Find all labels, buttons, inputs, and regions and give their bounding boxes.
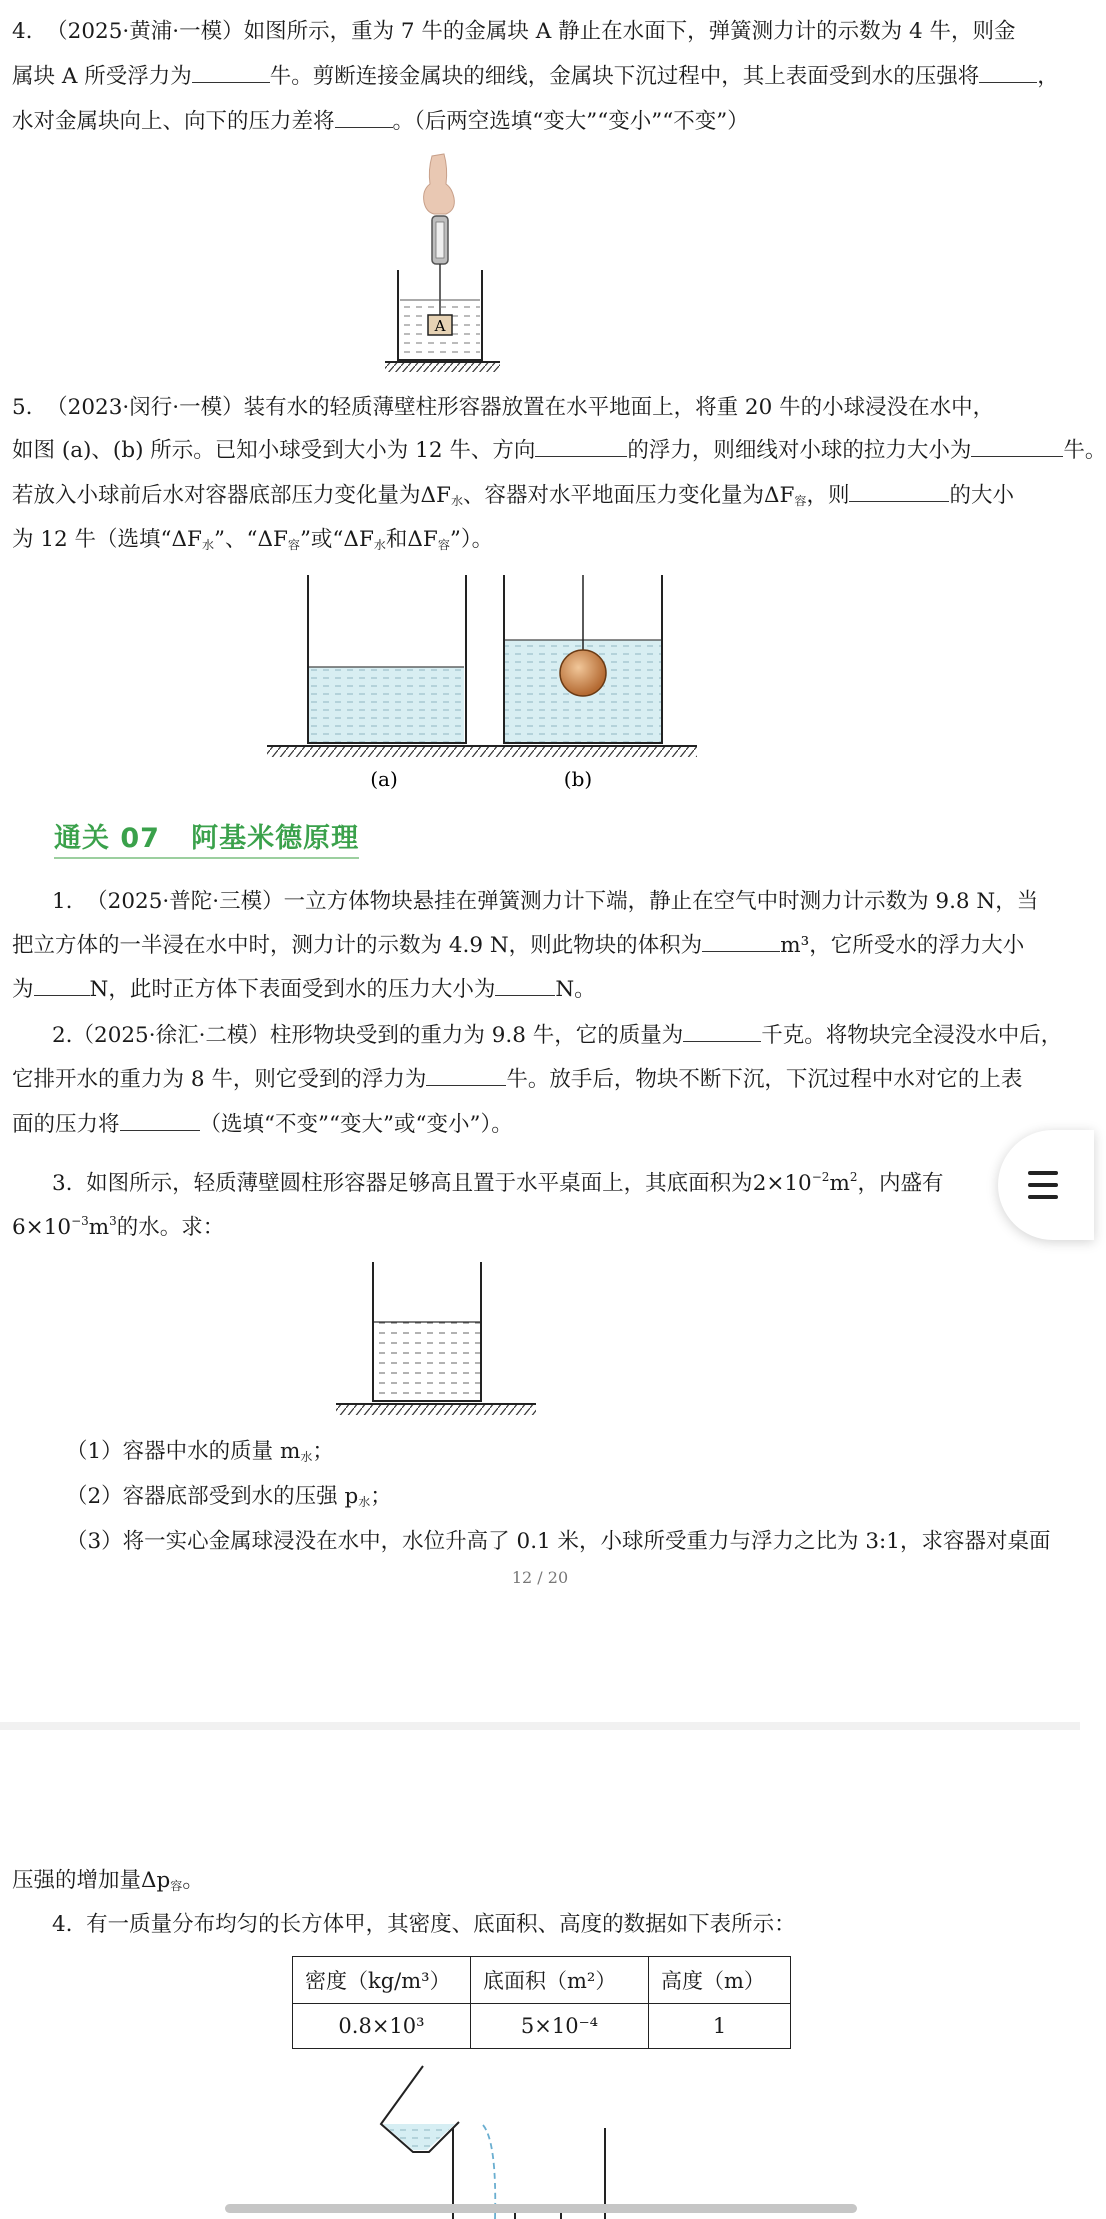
s3-text: 3. 如图所示，轻质薄壁圆柱形容器足够高且置于水平桌面上，其底面积为 (52, 1171, 753, 1196)
table-cell-area: 5×10⁻⁴ (471, 2004, 649, 2049)
q4-text: 。（后两空选填“变大”“变小”“不变”） (392, 109, 749, 134)
continuation-line (12, 1866, 1068, 1901)
table-header-area: 底面积（m²） (471, 1957, 649, 2004)
s1-text: N。 (555, 977, 596, 1002)
superscript: −3 (71, 1214, 89, 1228)
answer-blank (849, 481, 949, 502)
s2-text: （选填“不变”“变大”或“变小”）。 (199, 1112, 513, 1137)
subscript: 水 (300, 1450, 313, 1464)
q5-text: 若放入小球前后水对容器底部压力变化量为ΔF (12, 483, 451, 508)
page-number: 12 / 20 (511, 1568, 569, 1587)
table-cell-density: 0.8×10³ (293, 2004, 471, 2049)
s1-line-2 (12, 931, 1068, 961)
figure-label-b: (b) (563, 767, 593, 791)
subscript: 水 (450, 494, 463, 508)
answer-blank (702, 931, 780, 952)
table-header-density: 密度（kg/m³） (293, 1957, 471, 2004)
home-indicator-bar[interactable] (225, 2204, 857, 2213)
figure-label-a: (a) (370, 767, 398, 791)
answer-blank (34, 975, 90, 996)
table-cell-height: 1 (649, 2004, 791, 2049)
answer-blank (120, 1110, 200, 1131)
q5-line-1: 5. （2023·闵行·一模）装有水的轻质薄壁柱形容器放置在水平地面上，将重 20 牛的小球浸没在水中， (12, 395, 995, 420)
s2-text: 2.（2025·徐汇·二模）柱形物块受到的重力为 9.8 牛，它的质量为 (52, 1023, 684, 1048)
block-label: A (434, 317, 446, 335)
p2-text: 压强的增加量Δp (12, 1868, 171, 1893)
answer-blank (535, 436, 627, 457)
page-separator (0, 1722, 1080, 1730)
table-row (293, 2004, 791, 2049)
s2-line-3 (12, 1110, 1068, 1140)
q5-text: 的浮力，则细线对小球的拉力大小为 (627, 438, 972, 463)
superscript: 3 (109, 1214, 117, 1228)
q5-text: 和ΔF (385, 527, 438, 552)
s3-text: ； (312, 1439, 334, 1464)
subscript: 水 (358, 1495, 371, 1509)
superscript: 2 (849, 1170, 858, 1184)
q5-line-3 (12, 481, 1068, 516)
s3-sub-3: （3）将一实心金属球浸没在水中，水位升高了 0.1 米，小球所受重力与浮力之比为 3:1，求容器对桌面 (66, 1529, 1051, 1554)
q4-line-3 (12, 107, 1068, 137)
p2-figure (375, 2062, 635, 2219)
ball-icon (560, 650, 606, 696)
math-unit: m (88, 1215, 110, 1240)
s1-text: 把立方体的一半浸在水中时，测力计的示数为 4.9 N，则此物块的体积为 (12, 933, 703, 958)
p2-q4-line: 4. 有一质量分布均匀的长方体甲，其密度、底面积、高度的数据如下表所示： (52, 1912, 796, 1937)
s3-text: 的水。求： (116, 1215, 225, 1240)
subscript: 水 (201, 538, 214, 552)
s3-line-2 (12, 1206, 1068, 1243)
q4-line-2 (12, 62, 1068, 92)
math-value: 6×10 (12, 1215, 72, 1240)
s3-text: （1）容器中水的质量 m (66, 1439, 301, 1464)
answer-blank (495, 975, 555, 996)
answer-blank (192, 62, 270, 83)
q5-figure (262, 570, 702, 795)
subscript: 水 (373, 538, 386, 552)
s1-text: m³，它所受水的浮力大小 (780, 933, 1025, 958)
s2-line-1 (52, 1021, 1068, 1051)
s1-line-1: 1. （2025·普陀·三模）一立方体物块悬挂在弹簧测力计下端，静止在空气中时测力计示数为 9.8 N，当 (52, 889, 1039, 914)
q5-text: ，则 (806, 483, 850, 508)
subscript: 容 (794, 494, 807, 508)
q5-text: 、容器对水平地面压力变化量为ΔF (462, 483, 795, 508)
q5-text: 为 12 牛（选填“ΔF (12, 527, 202, 552)
q4-text: 属块 A 所受浮力为 (12, 64, 192, 89)
answer-blank (979, 62, 1037, 83)
q5-text: 的大小 (949, 483, 1014, 508)
q5-text: 如图 (a)、(b) 所示。已知小球受到大小为 12 牛、方向 (12, 438, 536, 463)
s3-sub-1 (66, 1437, 1068, 1472)
q5-line-4 (12, 525, 1068, 560)
subscript: 容 (287, 538, 300, 552)
s2-text: 面的压力将 (12, 1112, 120, 1137)
s3-sub-2 (66, 1482, 1068, 1517)
q4-text: 水对金属块向上、向下的压力差将 (12, 109, 335, 134)
answer-blank (683, 1021, 761, 1042)
superscript: −2 (811, 1170, 830, 1184)
q4-text: 牛。剪断连接金属块的细线，金属块下沉过程中，其上表面受到水的压强将 (269, 64, 980, 89)
subscript: 容 (437, 538, 450, 552)
q5-text: 牛。 (1063, 438, 1106, 463)
answer-blank (335, 107, 393, 128)
q4-figure (380, 150, 520, 380)
data-table (292, 1956, 791, 2049)
s3-figure (330, 1258, 542, 1420)
answer-blank (971, 436, 1063, 457)
container-a-water (308, 667, 464, 742)
s1-text: N，此时正方体下表面受到水的压力大小为 (89, 977, 496, 1002)
s2-text: 它排开水的重力为 8 牛，则它受到的浮力为 (12, 1067, 427, 1092)
table-header-row (293, 1957, 791, 2004)
s2-text: 牛。放手后，物块不断下沉，下沉过程中水对它的上表 (506, 1067, 1023, 1092)
q5-text: ”或“ΔF (299, 527, 374, 552)
p2-text: 。 (182, 1868, 204, 1893)
section-title: 通关 07 阿基米德原理 (54, 816, 359, 859)
s2-text: 千克。将物块完全浸没水中后， (761, 1023, 1063, 1048)
table-header-height: 高度（m） (649, 1957, 791, 2004)
subscript: 容 (170, 1879, 183, 1893)
s1-text: 为 (12, 977, 34, 1002)
math-value: 2×10 (752, 1171, 812, 1196)
s3-text: ； (370, 1484, 392, 1509)
q5-text: ”）。 (449, 527, 494, 552)
q4-text: ， (1037, 64, 1059, 89)
s1-line-3 (12, 975, 1068, 1005)
q5-line-2 (12, 436, 1106, 466)
hand-icon (424, 154, 455, 214)
s3-text: （2）容器底部受到水的压强 p (66, 1484, 359, 1509)
s3-line-1 (52, 1162, 1068, 1199)
math-unit: m (829, 1171, 850, 1196)
s3-text: ，内盛有 (857, 1171, 944, 1196)
q4-line-1: 4. （2025·黄浦·一模）如图所示，重为 7 牛的金属块 A 静止在水面下，弹簧测力计的示数为 4 牛，则金 (12, 19, 1016, 44)
s2-line-2 (12, 1065, 1068, 1095)
q5-text: ”、“ΔF (213, 527, 288, 552)
answer-blank (426, 1065, 506, 1086)
